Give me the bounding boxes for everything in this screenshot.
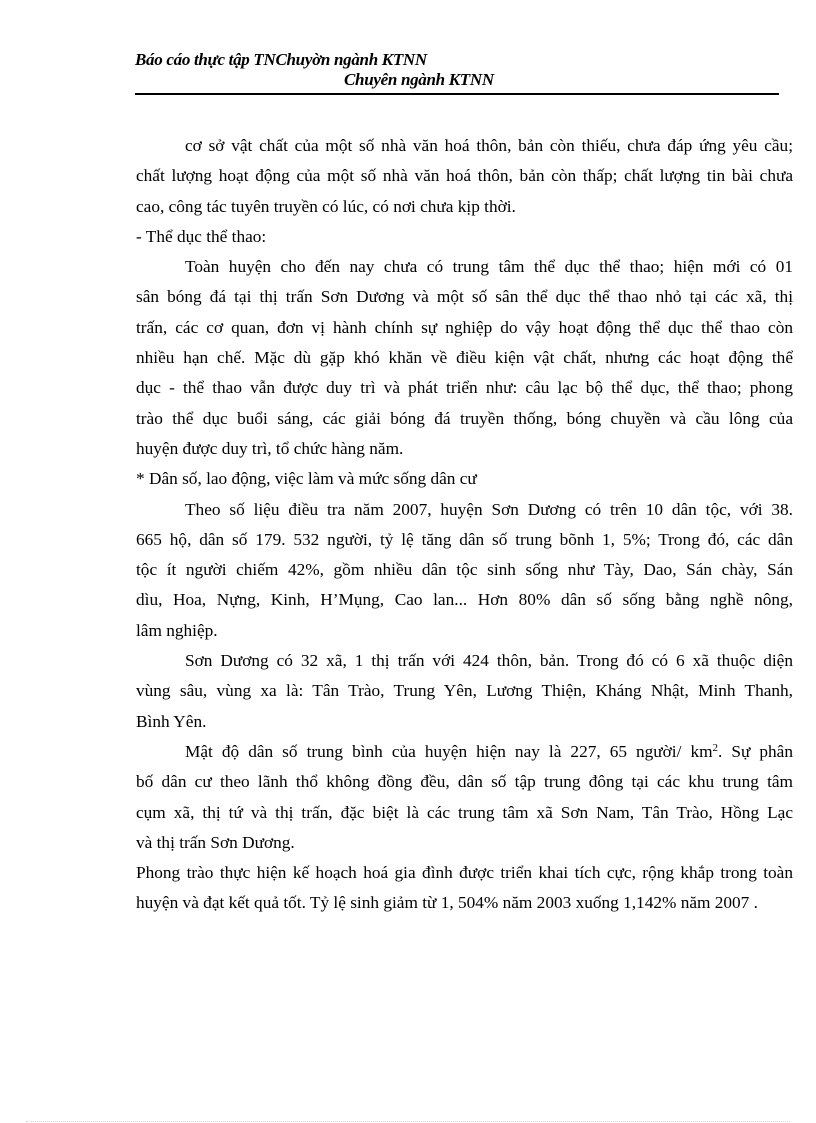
text-line <box>136 737 793 767</box>
header-subtitle: Chuyên ngành KTNN <box>344 70 494 89</box>
text-line: Theo số liệu điều tra năm 2007, huyện Sơn Dương có trên 10 dân tộc, với 38. <box>185 499 793 519</box>
density-text: Mật độ dân số trung bình của huyện hiện nay là 227, 65 người/ km <box>185 741 713 761</box>
text-line: lâm nghiệp. <box>136 620 218 640</box>
text-line: Bình Yên. <box>136 711 207 731</box>
superscript-squared: 2 <box>712 741 719 754</box>
document-body <box>136 131 793 919</box>
paragraph-population-stats <box>136 495 793 646</box>
text-line: huyện và đạt kết quả tốt. Tỷ lệ sinh giảm từ 1, 504% năm 2003 xuống 1,142% năm 2007 . <box>136 893 758 913</box>
paragraph-family-planning <box>136 858 793 919</box>
text-line: dục - thể thao vẫn được duy trì và phát triển như: câu lạc bộ thể dục, thể thao; phong <box>136 378 793 398</box>
density-text-end: . Sự phân <box>718 741 793 761</box>
text-line: và thị trấn Sơn Dương. <box>136 832 295 852</box>
subheading-sports <box>136 222 793 252</box>
text-line: vùng sâu, vùng xa là: Tân Trào, Trung Yên, Lương Thiện, Kháng Nhật, Minh Thanh, <box>136 681 793 701</box>
text-line: Sơn Dương có 32 xã, 1 thị trấn với 424 thôn, bản. Trong đó có 6 xã thuộc diện <box>185 651 793 671</box>
text-line: 665 hộ, dân số 179. 532 người, tỷ lệ tăng dân số trung bõnh 1, 5%; Trong đó, các dân <box>136 529 793 549</box>
text-line: nhiều hạn chế. Mặc dù gặp khó khăn về điều kiện vật chất, nhưng các hoạt động thể <box>136 348 793 368</box>
paragraph-culture-facilities <box>136 131 793 222</box>
page-bottom-border <box>26 1121 790 1122</box>
text-line: Phong trào thực hiện kế hoạch hoá gia đình được triển khai tích cực, rộng khắp trong toàn <box>136 863 793 883</box>
text-line: * Dân số, lao động, việc làm và mức sống dân cư <box>136 469 477 489</box>
text-line: tộc ít người chiếm 42%, gồm nhiều dân tộc sinh sống như Tày, Dao, Sán chày, Sán <box>136 560 793 580</box>
header-title: Báo cáo thực tập TNChuyờn ngành KTNN <box>135 50 427 69</box>
text-line: chất lượng hoạt động của một số nhà văn hoá thôn, bản còn thấp; chất lượng tin bài chưa <box>136 166 793 186</box>
subheading-population <box>136 464 793 494</box>
text-line: cụm xã, thị tứ và thị trấn, đặc biệt là các trung tâm xã Sơn Nam, Tân Trào, Hồng Lạc <box>136 802 793 822</box>
paragraph-sports <box>136 252 793 464</box>
header-divider <box>135 93 779 95</box>
text-line: cơ sở vật chất của một số nhà văn hoá thôn, bản còn thiếu, chưa đáp ứng yêu cầu; <box>185 136 793 155</box>
text-line: bố dân cư theo lãnh thổ không đồng đều, dân số tập trung đông tại các khu trung tâm <box>136 772 793 792</box>
text-line: dìu, Hoa, Nựng, Kinh, H’Mụng, Cao lan... Hơn 80% dân số sống bằng nghề nông, <box>136 590 793 610</box>
text-line: cao, công tác tuyên truyền có lúc, có nơi chưa kịp thời. <box>136 196 516 216</box>
text-line: Toàn huyện cho đến nay chưa có trung tâm thể dục thể thao; hiện mới có 01 <box>185 257 793 277</box>
text-line: trấn, các cơ quan, đơn vị hành chính sự nghiệp do vậy hoạt động thể dục thể thao còn <box>136 317 793 337</box>
text-line: huyện được duy trì, tổ chức hàng năm. <box>136 438 404 458</box>
paragraph-population-density <box>136 737 793 858</box>
text-line: trào thể dục buổi sáng, các giải bóng đá truyền thống, bóng chuyền và cầu lông của <box>136 408 793 428</box>
text-line: - Thể dục thể thao: <box>136 226 267 246</box>
text-line: sân bóng đá tại thị trấn Sơn Dương và một số sân thể dục thể thao nhỏ tại các xã, thị <box>136 287 793 307</box>
page-header <box>135 50 779 90</box>
paragraph-communes <box>136 646 793 737</box>
